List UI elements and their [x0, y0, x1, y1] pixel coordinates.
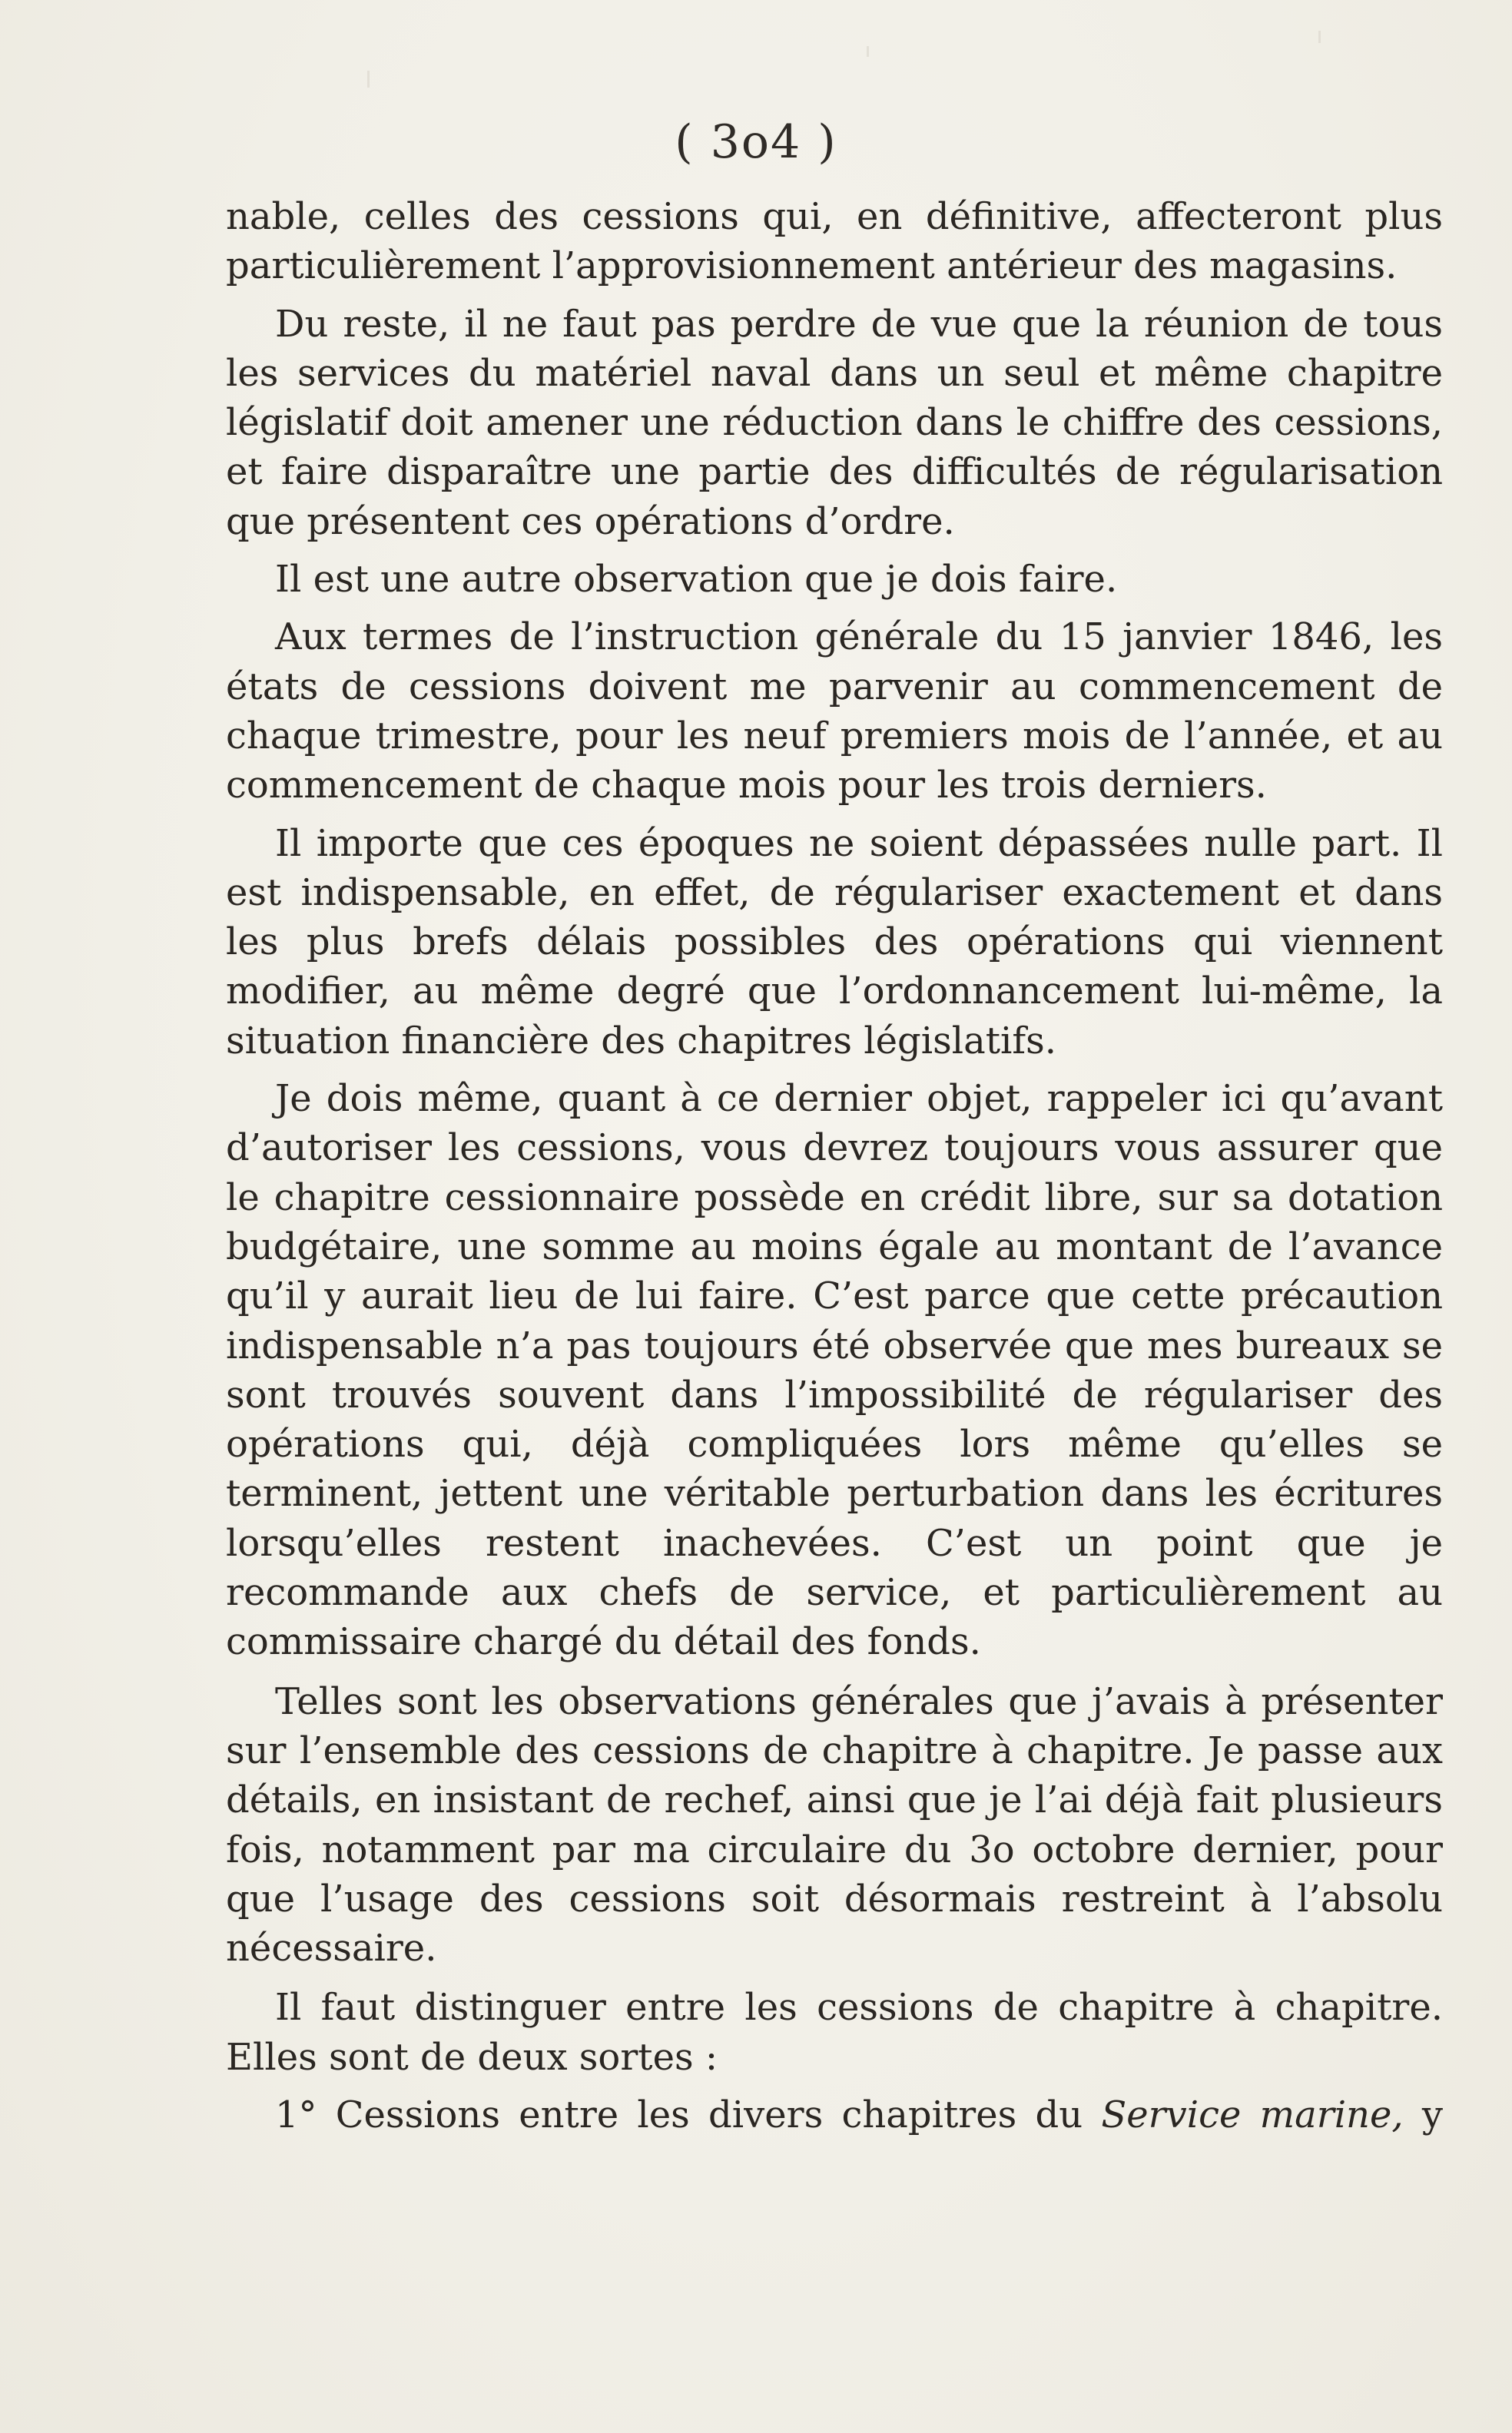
paragraph-continuation: nable, celles des cessions qui, en définitive, affecteront plus particulièrement l’approvisionnement antérieur des magasins.	[226, 195, 1443, 288]
last-line-prefix: 1° Cessions entre les divers chapitres du	[275, 2093, 1102, 2136]
last-line-suffix: y	[1403, 2093, 1444, 2136]
body-text	[226, 192, 1443, 2140]
paragraph: Je dois même, quant à ce dernier objet, rappeler ici qu’avant d’autoriser les cessions, vous devrez toujours vous assurer que le chapitre cessionnaire possède en crédit libre, sur sa dotation budgétaire, une somme au moins égale au montant de l’avance qu’il y aurait lieu de lui faire. C’est parce que cette précaution indispensable n’a pas toujours été observée que mes bureaux se sont trouvés souvent dans l’impossibilité de régulariser des opérations qui, déjà compliquées lors même qu’elles se terminent, jettent une véritable perturbation dans les écritures lorsqu’elles restent inachevées. C’est un point que je recommande aux chefs de service, et particulièrement au commissaire chargé du détail des fonds.	[226, 1077, 1443, 1664]
paragraph-last-line	[226, 2090, 1443, 2140]
page-number: ( 3o4 )	[675, 115, 837, 169]
paragraph: Il est une autre observation que je dois faire.	[275, 558, 1118, 602]
page-blemish	[867, 46, 869, 57]
page-blemish	[1318, 31, 1321, 43]
page-blemish	[367, 71, 370, 88]
paragraph: Telles sont les observations générales que j’avais à présenter sur l’ensemble des cessions de chapitre à chapitre. Je passe aux détails, en insistant de rechef, ainsi que je l’ai déjà fait plusieurs fois, notamment par ma circulaire du 3o octobre dernier, pour que l’usage des cessions soit désormais restreint à l’absolu nécessaire.	[226, 1679, 1443, 1971]
paragraph: Du reste, il ne faut pas perdre de vue que la réunion de tous les services du matériel naval dans un seul et même chapitre législatif doit amener une réduction dans le chiffre des cessions, et faire disparaître une partie des difficultés de régularisation que présentent ces opérations d’ordre.	[226, 302, 1443, 543]
paragraph: Aux termes de l’instruction générale du 15 janvier 1846, les états de cessions doivent me parvenir au commencement de chaque trimestre, pour les neuf premiers mois de l’année, et au commencement de chaque mois pour les trois derniers.	[226, 615, 1443, 807]
paragraph: Il faut distinguer entre les cessions de chapitre à chapitre. Elles sont de deux sortes :	[226, 1986, 1443, 2079]
paragraph: Il importe que ces époques ne soient dépassées nulle part. Il est indispensable, en effet, de régulariser exactement et dans les plus brefs délais possibles des opérations qui viennent modifier, au même degré que l’ordonnancement lui-même, la situation financière des chapitres législatifs.	[226, 821, 1443, 1062]
last-line-italic: Service marine,	[1101, 2093, 1404, 2136]
